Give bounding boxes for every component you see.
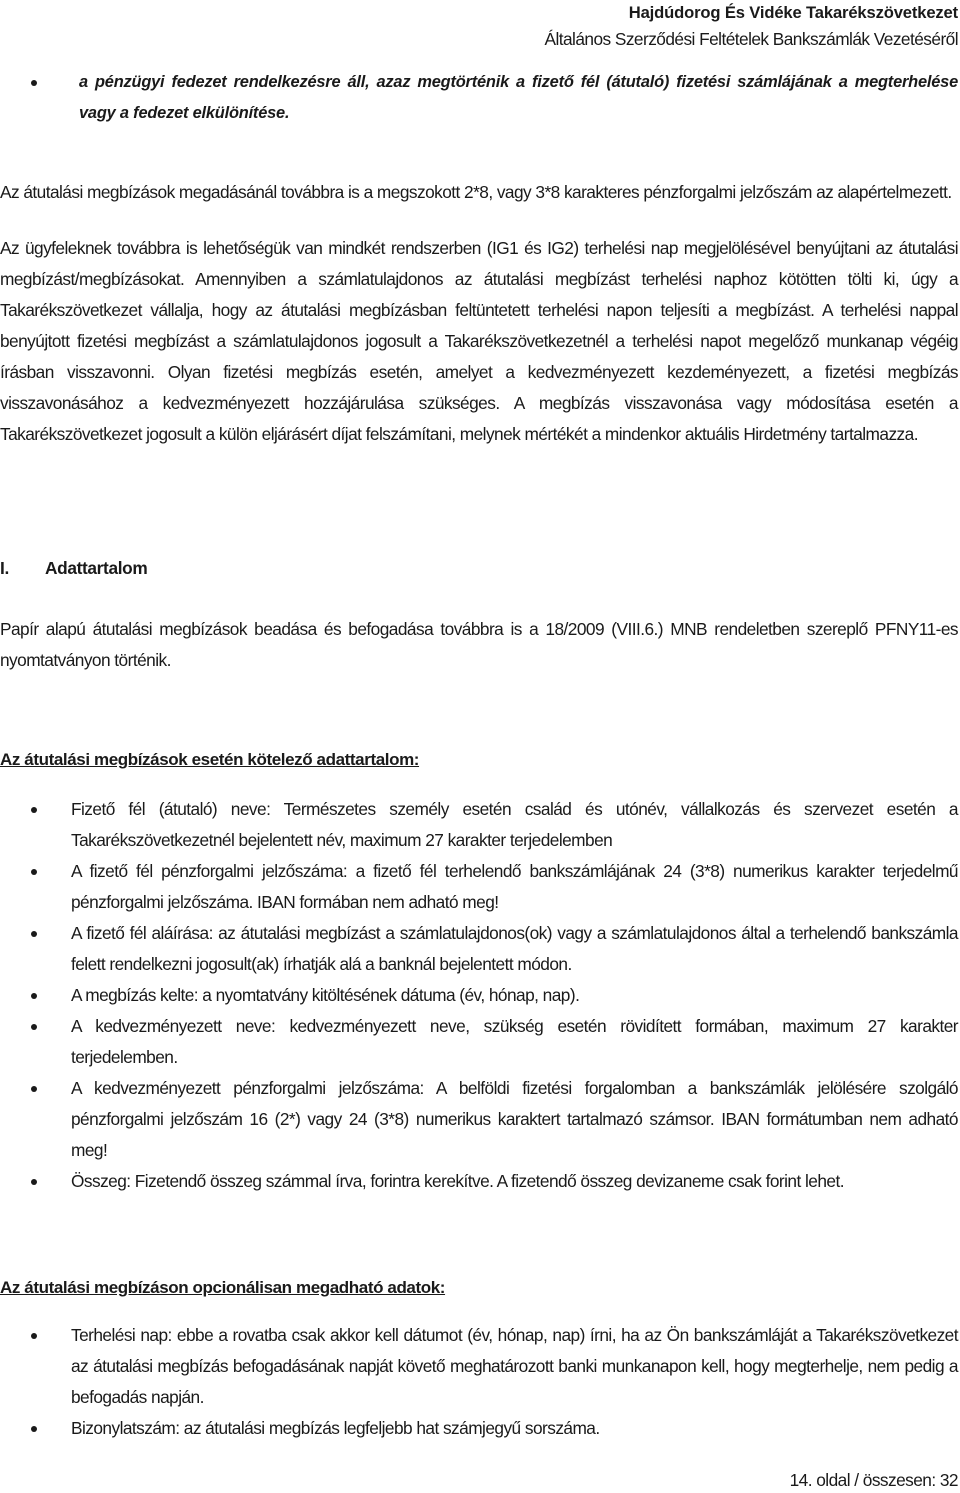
list-item-text: A kedvezményezett neve: kedvezményezett neve, szükség esetén rövidített formában, maximum 27 karakter terjedelemben. xyxy=(71,1016,958,1067)
paragraph-default-code: Az átutalási megbízások megadásánál továbbra is a megszokott 2*8, vagy 3*8 karakteres pénzforgalmi jelzőszám az alapértelmezett. xyxy=(0,182,952,202)
list-item xyxy=(0,1073,958,1166)
list-item-text: A fizető fél aláírása: az átutalási megbízást a számlatulajdonos(ok) vagy a számlatulajdonos által a terhelendő bankszámla felett rendelkezni jogosult(ak) írhatják alá a banknál bejelentett módon. xyxy=(71,923,958,974)
list-item-text: Összeg: Fizetendő összeg számmal írva, forintra kerekítve. A fizetendő összeg devizaneme csak forint lehet. xyxy=(71,1171,844,1191)
list-item-text: Bizonylatszám: az átutalási megbízás legfeljebb hat számjegyű sorszáma. xyxy=(71,1418,600,1438)
list-item xyxy=(0,1166,958,1197)
bullet-dot xyxy=(31,807,37,813)
list-item-text: A fizető fél pénzforgalmi jelzőszáma: a fizető fél terhelendő bankszámlájának 24 (3*8) numerikus karakter terjedelmű pénzforgalmi jelzőszáma. IBAN formában nem adható meg! xyxy=(71,861,958,912)
section-heading xyxy=(0,553,958,584)
document-title: Általános Szerződési Feltételek Bankszámlák Vezetéséről xyxy=(544,29,958,49)
list-item xyxy=(0,1011,958,1073)
list-item-text: Fizető fél (átutaló) neve: Természetes személy esetén család és utónév, vállalkozás és szervezet esetén a Takarékszövetkezetnél bejelentett név, maximum 27 karakter terjedelemben xyxy=(71,799,958,850)
bullet-dot xyxy=(31,80,37,86)
bullet-dot xyxy=(31,931,37,937)
intro-bullet-list xyxy=(0,67,958,129)
bullet-dot xyxy=(31,1426,37,1432)
bullet-dot xyxy=(31,1024,37,1030)
list-item xyxy=(0,856,958,918)
list-item xyxy=(0,918,958,980)
page-number: 14. oldal / összesen: 32 xyxy=(789,1470,958,1490)
section-title: Adattartalom xyxy=(45,558,148,578)
intro-bullet-text: a pénzügyi fedezet rendelkezésre áll, azaz megtörténik a fizető fél (átutaló) fizetési számlájának a megterhelése vagy a fedezet elkülönítése. xyxy=(79,73,958,122)
paragraph-debit-date: Az ügyfeleknek továbbra is lehetőségük van mindkét rendszerben (IG1 és IG2) terhelési nap megjelölésével benyújtani az átutalási megbízást/megbízásokat. Amennyiben a számlatulajdonos az átutalási megbízást terhelési naphoz kötötten tölti ki, úgy a Takarékszövetkezet vállalja, hogy az átutalási megbízásban feltüntetett terhelési napon teljesíti a megbízást. A terhelési nappal benyújtott fizetési megbízást a számlatulajdonos jogosult a Takarékszövetkezetnél a terhelési napot megelőző munkanap végéig írásban visszavonni. Olyan fizetési megbízás esetén, amelyet a kedvezményezett kezdeményezett, a fizetési megbízás visszavonásához a kedvezményezett hozzájárulása szükséges. A megbízás visszavonása vagy módosítása esetén a Takarékszövetkezet jogosult a külön eljárásért díjat felszámítani, melynek mértékét a mindenkor aktuális Hirdetmény tartalmazza. xyxy=(0,238,958,444)
list-item xyxy=(0,67,958,129)
bullet-dot xyxy=(31,1179,37,1185)
list-item-text: Terhelési nap: ebbe a rovatba csak akkor kell dátumot (év, hónap, nap) írni, ha az Ön bankszámláját a Takarékszövetkezet az átutalási megbízás befogadásának napját követő meghatározott banki munkanapon kell, hogy megterhelje, nem pedig a befogadás napján. xyxy=(71,1325,958,1407)
list-item xyxy=(0,794,958,856)
optional-content-heading: Az átutalási megbízáson opcionálisan megadható adatok: xyxy=(0,1278,446,1297)
bullet-dot xyxy=(31,1333,37,1339)
bullet-dot xyxy=(31,993,37,999)
list-item-text: A kedvezményezett pénzforgalmi jelzőszáma: A belföldi fizetési forgalomban a bankszámlák jelölésére szolgáló pénzforgalmi jelzőszám 16 (2*) vagy 24 (3*8) numerikus karaktert tartalmazó számsor. IBAN formátumban nem adható meg! xyxy=(71,1078,958,1160)
list-item xyxy=(0,1320,958,1413)
list-item xyxy=(0,980,958,1011)
bullet-dot xyxy=(31,869,37,875)
list-item xyxy=(0,1413,958,1444)
optional-content-list xyxy=(0,1320,958,1444)
list-item-text: A megbízás kelte: a nyomtatvány kitöltésének dátuma (év, hónap, nap). xyxy=(71,985,580,1005)
mandatory-content-heading: Az átutalási megbízások esetén kötelező adattartalom: xyxy=(0,750,420,769)
bullet-dot xyxy=(31,1086,37,1092)
organization-name: Hajdúdorog És Vidéke Takarékszövetkezet xyxy=(628,3,958,22)
section-number: I. xyxy=(0,558,9,578)
mandatory-content-list xyxy=(0,794,958,1197)
paragraph-paper-form: Papír alapú átutalási megbízások beadása és befogadása továbbra is a 18/2009 (VIII.6.) MNB rendeletben szereplő PFNY11-es nyomtatványon történik. xyxy=(0,619,958,670)
page-header xyxy=(544,0,958,52)
